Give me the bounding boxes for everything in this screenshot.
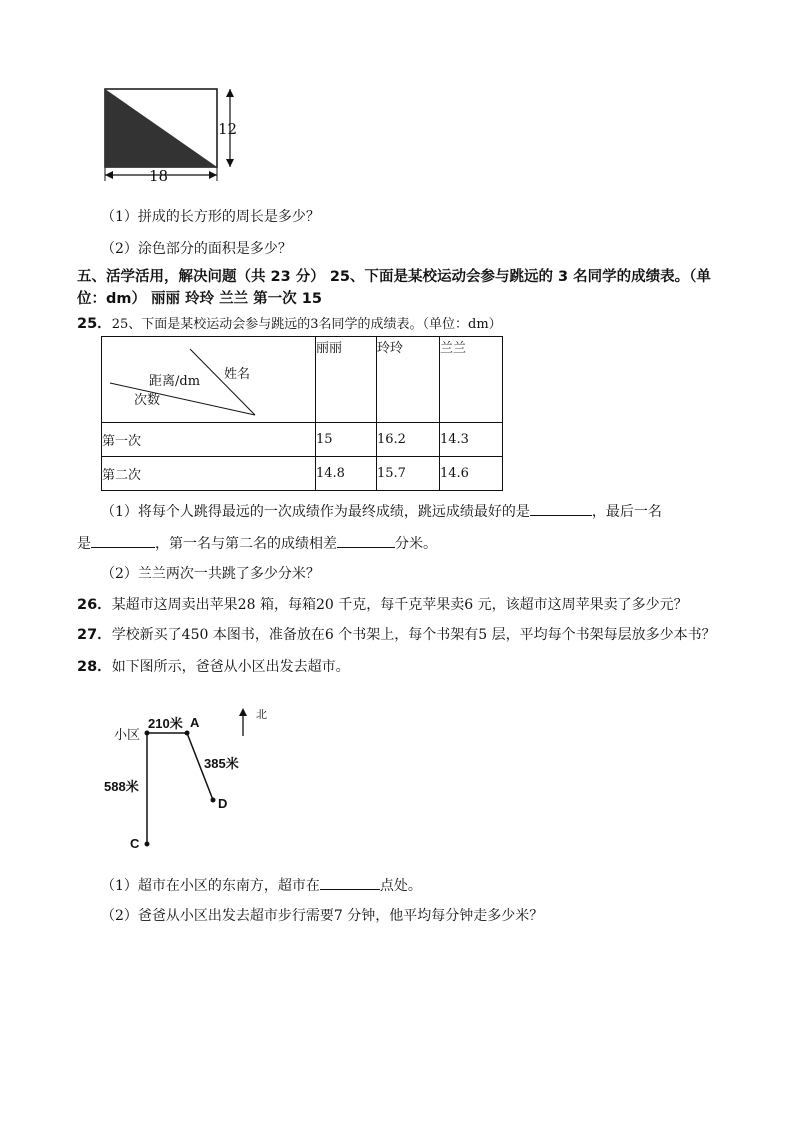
q26-line [77,593,688,614]
col-header-lanlan: 兰兰 [440,337,503,423]
corner-times: 次数 [134,393,161,408]
answer-blank-best[interactable] [530,500,592,516]
answer-blank-point[interactable] [320,874,380,890]
table-row [102,457,503,491]
q25-sub1-line2: 是 ，第一名与第二名的成绩相差 分米。 [77,532,437,553]
point-d [211,798,216,803]
q25-number: 25． [77,316,112,332]
map-north-label: 北 [256,708,267,721]
corner-distance: 距离/dm [149,374,201,389]
width-label: 18 [149,167,169,185]
q27-number: 27． [77,627,112,643]
q27-text: 学校新买了450 本图书，准备放在6 个书架上，每个书架有5 层，平均每个书架每层放多少本书？ [111,627,716,643]
cell-second-lingling: 15.7 [377,457,440,491]
answer-blank-last[interactable] [91,532,155,548]
cell-second-lanlan: 14.6 [440,457,503,491]
cell-second-lili: 14.8 [316,457,377,491]
height-label: 12 [218,120,238,138]
table-corner-cell [102,337,316,423]
q28-sub1: （1）超市在小区的东南方，超市在 点处。 [101,874,422,895]
cell-first-lili: 15 [316,423,377,457]
corner-name: 姓名 [224,367,251,382]
map-dist-ad-label: 385米 [204,756,239,771]
answer-blank-difference[interactable] [337,532,395,548]
q27-line [77,623,716,644]
q25-intro: 25、下面是某校运动会参与跳远的3名同学的成绩表。（单位：dm） [111,317,502,332]
map-point-c-label: C [130,836,140,851]
q28-text: 如下图所示，爸爸从小区出发去超市。 [111,659,350,675]
map-dist-c-label: 588米 [104,779,139,794]
q26-text: 某超市这周卖出苹果28 箱，每箱20 千克，每千克苹果卖6 元，该超市这周苹果卖了多少元？ [111,597,688,613]
point-c [145,842,150,847]
q28-sub2: （2）爸爸从小区出发去超市步行需要7 分钟，他平均每分钟走多少米？ [101,908,544,924]
north-arrow-icon [239,708,247,716]
section-header-continued: 位：dm） 丽丽 玲玲 兰兰 第一次 15 [77,291,322,307]
width-arrow-left [105,171,113,179]
map-point-d-label: D [218,796,228,811]
q26-number: 26． [77,597,112,613]
row-label-second: 第二次 [102,457,316,491]
section-header: 五、活学活用，解决问题（共 23 分） 25、下面是某校运动会参与跳远的 3 名同学的成绩表。（单 [77,269,711,285]
q25-sub1-line1: （1）将每个人跳得最远的一次成绩作为最终成绩，跳远成绩最好的是 ，最后一名 [101,500,662,521]
table-row [102,423,503,457]
q25-line [77,312,502,333]
height-arrow-up [226,89,234,97]
cell-first-lingling: 16.2 [377,423,440,457]
question-perimeter: （1）拼成的长方形的周长是多少？ [101,209,320,225]
col-header-lingling: 玲玲 [377,337,440,423]
map-dist-a-label: 210米 [148,716,183,731]
score-table [101,336,503,491]
q28-line [77,655,350,676]
point-a [185,731,190,736]
cell-first-lanlan: 14.3 [440,423,503,457]
q28-number: 28． [77,659,112,675]
shaded-triangle [105,89,217,167]
col-header-lili: 丽丽 [316,337,377,423]
row-label-first: 第一次 [102,423,316,457]
map-point-a-label: A [190,715,200,730]
question-area: （2）涂色部分的面积是多少？ [101,241,292,257]
corner-diagonals [102,337,315,423]
width-arrow-right [209,171,217,179]
q25-sub2: （2）兰兰两次一共跳了多少分米？ [101,566,320,582]
map-origin-label: 小区 [114,728,141,743]
height-arrow-down [226,159,234,167]
